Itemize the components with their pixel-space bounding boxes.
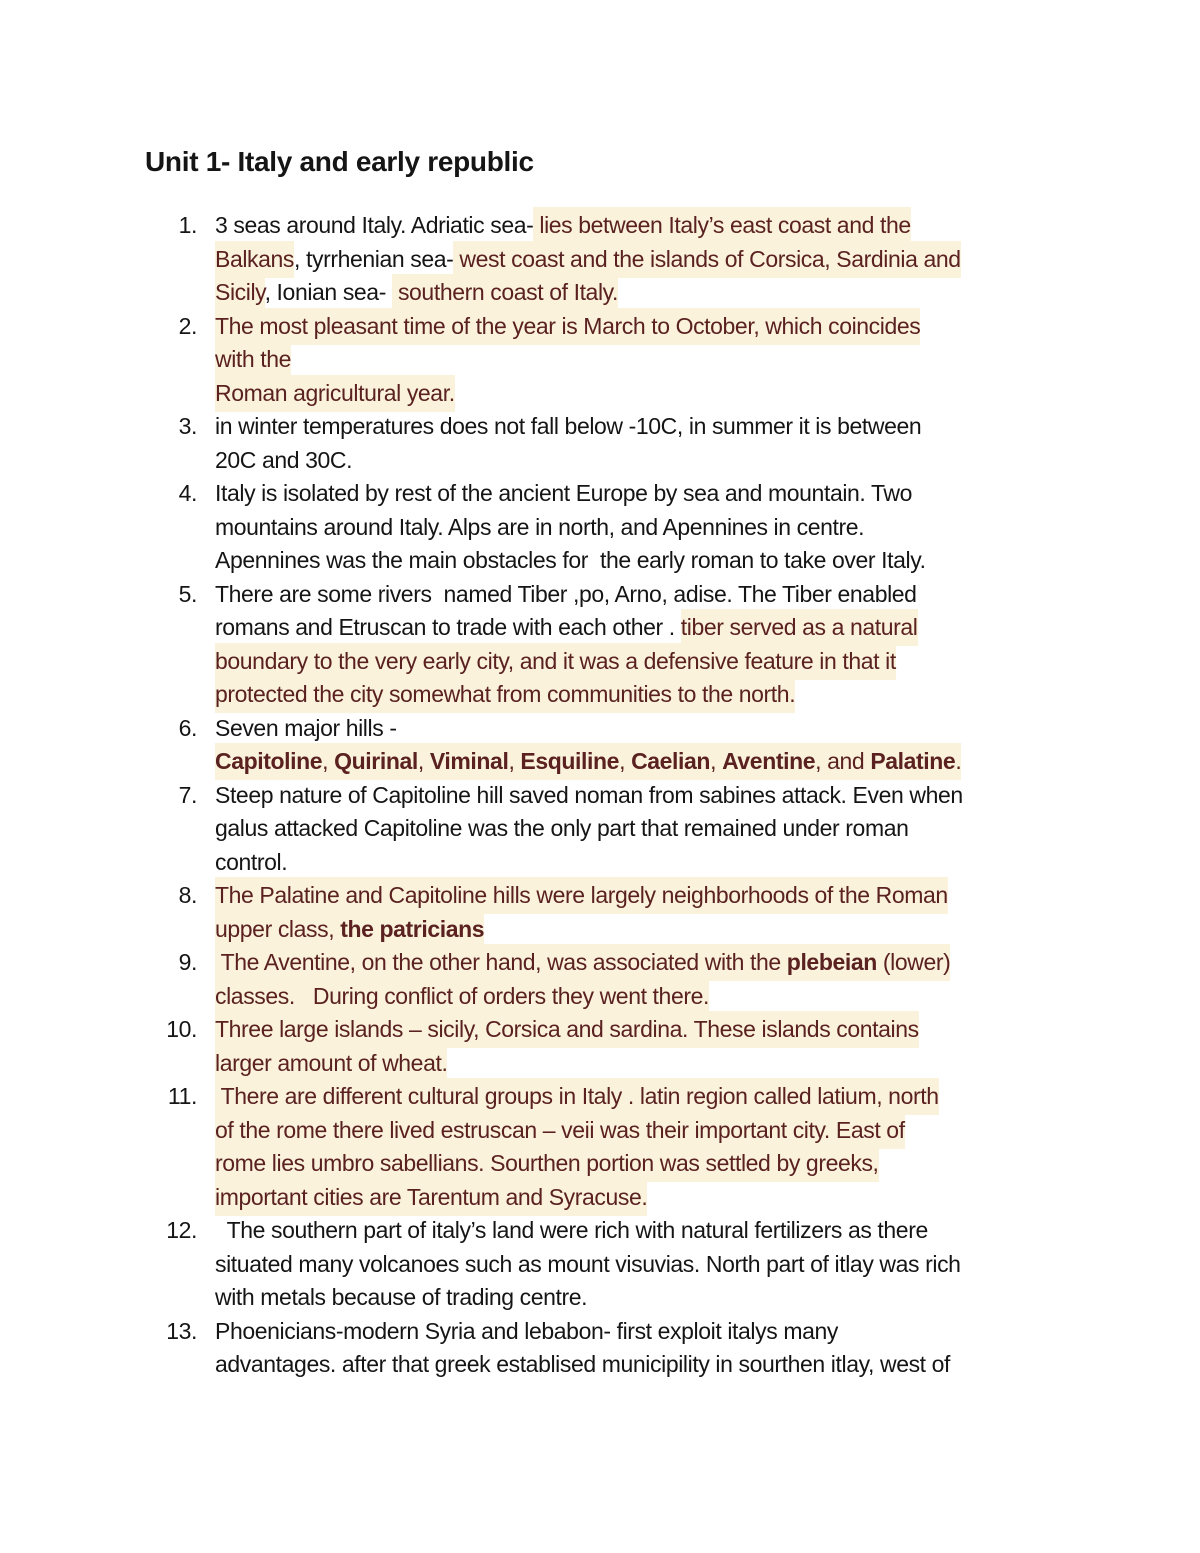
text-line: [215, 1248, 961, 1282]
text-line: [215, 209, 961, 243]
text-line: [215, 611, 918, 645]
notes-list: [0, 209, 1200, 1382]
item-content: [215, 410, 921, 477]
text-run: protected the city somewhat from communities to the north.: [215, 676, 795, 713]
text-run: ,: [322, 743, 334, 780]
text-line: [215, 1348, 950, 1382]
item-number: 10.: [166, 1016, 197, 1042]
text-run: Caelian: [631, 743, 710, 780]
text-line: [215, 879, 948, 913]
text-run: , Ionian sea-: [264, 279, 392, 305]
text-run: romans and Etruscan to trade with each other .: [215, 614, 681, 640]
text-run: tiber served as a natural: [681, 609, 918, 646]
text-line: [215, 980, 950, 1014]
text-run: .: [955, 743, 961, 780]
text-run: important cities are Tarentum and Syracuse.: [215, 1179, 647, 1216]
list-item: [0, 879, 1200, 946]
item-content: [215, 712, 961, 779]
text-line: [215, 1013, 919, 1047]
text-run: upper class,: [215, 911, 340, 948]
text-run: southern coast of Italy.: [392, 274, 618, 311]
text-line: [215, 1114, 939, 1148]
text-run: Palatine: [870, 743, 955, 780]
document-title: Unit 1- Italy and early republic: [145, 146, 534, 177]
text-run: lies between Italy’s east coast and the: [533, 207, 910, 244]
list-item: [0, 209, 1200, 310]
text-line: [215, 1080, 939, 1114]
text-run: Roman agricultural year.: [215, 375, 455, 412]
text-run: ,: [508, 743, 520, 780]
text-run: ,: [619, 743, 631, 780]
list-item: [0, 946, 1200, 1013]
item-number: 6.: [178, 714, 197, 741]
text-line: [215, 1315, 950, 1349]
item-content: [215, 1214, 961, 1315]
text-run: in winter temperatures does not fall below -10C, in summer it is between: [215, 413, 922, 439]
text-run: 20C and 30C.: [215, 446, 353, 473]
text-line: [215, 846, 963, 880]
text-run: Esquiline: [520, 743, 619, 780]
text-line: [215, 1147, 939, 1181]
text-line: [215, 745, 961, 779]
text-run: ,: [418, 743, 430, 780]
text-run: Aventine: [722, 743, 815, 780]
item-content: [215, 1315, 950, 1382]
item-content: [215, 946, 950, 1013]
text-line: [215, 276, 961, 310]
text-line: [215, 410, 921, 444]
text-run: The Palatine and Capitoline hills were largely neighborhoods of the Roman: [215, 877, 948, 914]
text-run: There are different cultural groups in Italy . latin region called latium, north: [215, 1078, 939, 1115]
text-line: [215, 243, 961, 277]
text-run: , and: [815, 743, 870, 780]
text-line: [215, 645, 918, 679]
text-line: [215, 946, 950, 980]
list-item: [0, 578, 1200, 712]
text-run: Balkans: [215, 241, 294, 278]
text-run: mountains around Italy. Alps are in north, and Apennines in centre.: [215, 513, 865, 540]
list-item: [0, 1013, 1200, 1080]
text-line: [215, 913, 948, 947]
text-line: [215, 343, 920, 377]
list-item: [0, 779, 1200, 880]
list-item: [0, 477, 1200, 578]
item-content: [215, 477, 926, 578]
text-line: [215, 779, 963, 813]
text-run: Steep nature of Capitoline hill saved noman from sabines attack. Even when: [215, 781, 963, 808]
item-number: 2.: [178, 312, 197, 339]
text-run: The most pleasant time of the year is March to October, which coincides: [215, 308, 920, 345]
text-run: Sicily: [215, 274, 265, 311]
text-run: the patricians: [340, 911, 484, 948]
text-run: west coast and the islands of Corsica, Sardinia and: [453, 241, 960, 278]
text-run: boundary to the very early city, and it was a defensive feature in that it: [215, 643, 896, 680]
text-run: classes. During conflict of orders they went there.: [215, 978, 709, 1015]
text-line: [215, 310, 920, 344]
text-run: (lower): [877, 944, 950, 981]
text-run: Seven major hills -: [215, 714, 397, 741]
text-run: control.: [215, 848, 288, 875]
text-run: larger amount of wheat.: [215, 1045, 447, 1082]
text-run: rome lies umbro sabellians. Sourthen portion was settled by greeks,: [215, 1145, 879, 1182]
text-line: [215, 1281, 961, 1315]
text-run: galus attacked Capitoline was the only part that remained under roman: [215, 815, 909, 841]
item-content: [215, 1013, 919, 1080]
text-run: with the: [215, 341, 291, 378]
text-line: [215, 1214, 961, 1248]
text-line: [215, 377, 920, 411]
item-content: [215, 310, 920, 411]
item-content: [215, 879, 948, 946]
item-number: 4.: [178, 480, 197, 506]
text-line: [215, 712, 961, 746]
text-line: [215, 578, 918, 612]
text-line: [215, 812, 963, 846]
text-line: [215, 544, 926, 578]
item-number: 7.: [178, 781, 197, 808]
text-run: situated many volcanoes such as mount visuvias. North part of itlay was rich: [215, 1250, 961, 1277]
text-run: Quirinal: [334, 743, 418, 780]
list-item: [0, 1214, 1200, 1315]
item-number: 8.: [178, 882, 197, 908]
item-content: [215, 578, 918, 712]
item-number: 1.: [178, 212, 197, 238]
list-item: [0, 1315, 1200, 1382]
text-run: 3 seas around Italy. Adriatic sea-: [215, 212, 534, 238]
text-line: [215, 678, 918, 712]
text-run: Phoenicians-modern Syria and lebabon- first exploit italys many: [215, 1317, 838, 1344]
text-run: There are some rivers named Tiber ,po, Arno, adise. The Tiber enabled: [215, 580, 917, 607]
item-number: 11.: [167, 1083, 197, 1109]
item-number: 13.: [166, 1317, 197, 1344]
item-content: [215, 779, 963, 880]
text-line: [215, 1047, 919, 1081]
text-line: [215, 511, 926, 545]
text-run: advantages. after that greek establised municipility in sourthen itlay, west of: [215, 1351, 951, 1377]
item-number: 12.: [166, 1217, 197, 1243]
list-item: [0, 310, 1200, 411]
item-content: [215, 1080, 939, 1214]
text-run: The southern part of italy’s land were rich with natural fertilizers as there: [215, 1217, 928, 1243]
list-item: [0, 1080, 1200, 1214]
text-run: Apennines was the main obstacles for the early roman to take over Italy.: [215, 547, 926, 573]
text-run: plebeian: [787, 944, 877, 981]
text-line: [215, 444, 921, 478]
text-run: with metals because of trading centre.: [215, 1284, 588, 1310]
text-run: ,: [710, 743, 722, 780]
item-number: 9.: [178, 949, 197, 975]
text-run: Three large islands – sicily, Corsica and sardina. These islands contains: [215, 1011, 919, 1048]
item-content: [215, 209, 961, 310]
text-line: [215, 1181, 939, 1215]
text-line: [215, 477, 926, 511]
text-run: The Aventine, on the other hand, was associated with the: [215, 944, 787, 981]
text-run: of the rome there lived estruscan – veii was their important city. East of: [215, 1112, 905, 1149]
text-run: Italy is isolated by rest of the ancient Europe by sea and mountain. Two: [215, 480, 912, 506]
text-run: , tyrrhenian sea-: [294, 245, 454, 272]
item-number: 5.: [178, 580, 197, 607]
list-item: [0, 410, 1200, 477]
item-number: 3.: [178, 413, 197, 439]
text-run: Capitoline: [215, 743, 322, 780]
list-item: [0, 712, 1200, 779]
text-run: Viminal: [430, 743, 509, 780]
